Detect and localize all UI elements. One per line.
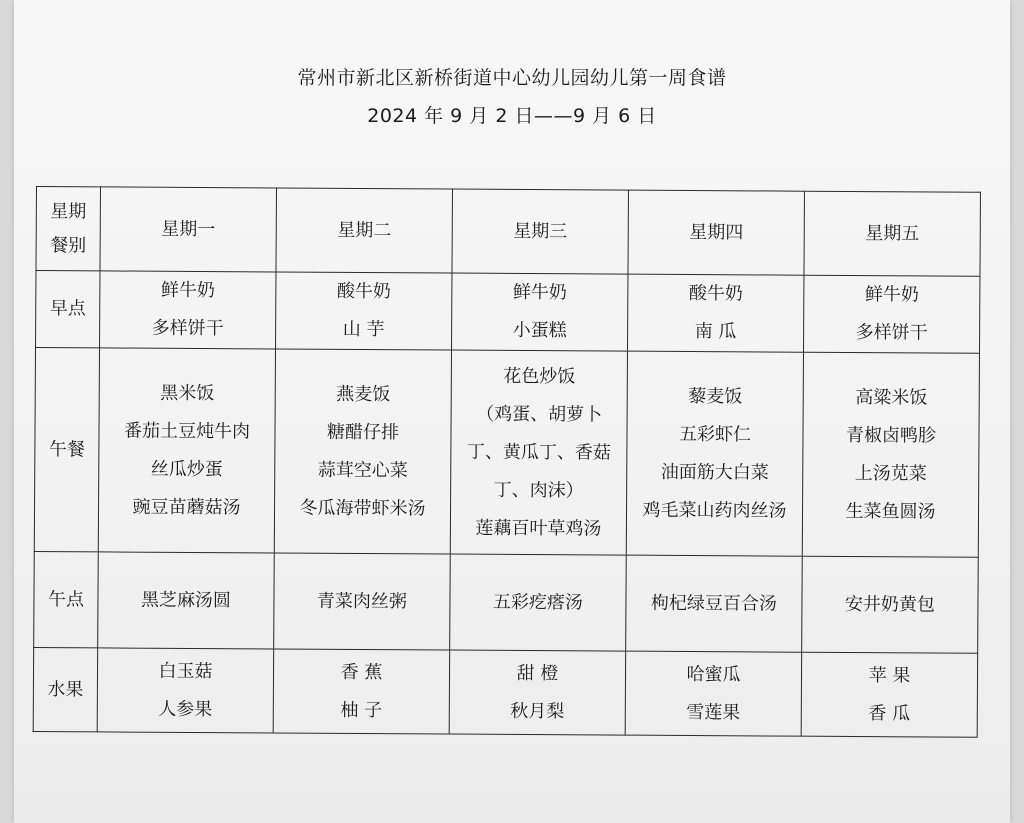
dish: 蒜茸空心菜 bbox=[317, 459, 408, 481]
dish: 酸牛奶 bbox=[688, 282, 743, 305]
dish: 山 芋 bbox=[342, 318, 385, 341]
menu-cell bbox=[274, 553, 451, 650]
day-header: 星期一 bbox=[100, 187, 277, 272]
menu-cell bbox=[625, 651, 802, 736]
meal-label: 水果 bbox=[33, 647, 98, 731]
dish: 酸牛奶 bbox=[336, 280, 391, 303]
dish: 青椒卤鸭胗 bbox=[845, 424, 937, 447]
dish: （鸡蛋、胡萝卜 bbox=[476, 403, 603, 425]
menu-cell bbox=[802, 556, 979, 653]
dish: 鲜牛奶 bbox=[160, 279, 215, 302]
dish: 黑芝麻汤圆 bbox=[140, 589, 232, 611]
corner-weekday-label: 星期 bbox=[50, 200, 87, 222]
day-header: 星期二 bbox=[276, 188, 453, 273]
dish: 香 瓜 bbox=[868, 702, 911, 724]
dish: 鲜牛奶 bbox=[512, 281, 567, 304]
dish: 油面筋大白菜 bbox=[660, 461, 769, 483]
dish: 高粱米饭 bbox=[855, 386, 928, 408]
dish: 甜 橙 bbox=[516, 662, 559, 684]
day-header: 星期五 bbox=[804, 191, 981, 276]
dish: 秋月梨 bbox=[510, 700, 565, 722]
meal-row-breakfast bbox=[36, 271, 980, 354]
dish: 五彩疙瘩汤 bbox=[492, 591, 584, 613]
dish: 糖醋仔排 bbox=[326, 421, 400, 443]
corner-cell bbox=[36, 187, 101, 271]
meal-row-fruit bbox=[33, 647, 977, 737]
menu-cell bbox=[276, 272, 452, 350]
dish: 雪莲果 bbox=[686, 701, 741, 723]
meal-label: 午点 bbox=[34, 551, 99, 647]
dish: 枸杞绿豆百合汤 bbox=[650, 592, 778, 615]
menu-cell bbox=[452, 273, 628, 351]
menu-cell bbox=[273, 649, 450, 734]
dish: 哈蜜瓜 bbox=[686, 663, 741, 685]
menu-cell bbox=[803, 275, 979, 353]
document-title: 常州市新北区新桥街道中心幼儿园幼儿第一周食谱 bbox=[297, 67, 727, 89]
dish: 香 蕉 bbox=[340, 661, 383, 683]
corner-meal-label: 餐别 bbox=[50, 234, 87, 256]
dish: 白玉菇 bbox=[158, 660, 213, 682]
dish: 莲藕百叶草鸡汤 bbox=[475, 517, 602, 539]
dish: 藜麦饭 bbox=[688, 385, 743, 407]
header-row bbox=[36, 187, 980, 277]
menu-cell bbox=[97, 648, 274, 733]
dish: 人参果 bbox=[158, 698, 213, 720]
dish: 安井奶黄包 bbox=[844, 593, 936, 615]
menu-cell bbox=[98, 552, 275, 649]
menu-cell bbox=[100, 271, 276, 349]
menu-cell bbox=[450, 350, 627, 555]
meal-row-lunch bbox=[34, 348, 979, 558]
menu-cell bbox=[449, 650, 626, 735]
menu-cell bbox=[450, 554, 627, 651]
menu-cell bbox=[274, 349, 451, 554]
dish: 小蛋糕 bbox=[512, 319, 567, 342]
dish: 丝瓜炒蛋 bbox=[150, 458, 223, 480]
dish: 番茄土豆炖牛肉 bbox=[123, 420, 251, 442]
menu-cell bbox=[628, 274, 804, 352]
day-header: 星期四 bbox=[628, 190, 805, 275]
dish: 多样饼干 bbox=[151, 317, 224, 340]
dish: 青菜肉丝粥 bbox=[316, 590, 408, 612]
dish: 上汤苋菜 bbox=[854, 462, 927, 484]
menu-cell bbox=[626, 555, 803, 652]
dish: 五彩虾仁 bbox=[678, 423, 752, 445]
dish: 丁、肉沫） bbox=[493, 479, 584, 501]
dish: 南 瓜 bbox=[694, 321, 737, 343]
meal-row-afternoon-snack bbox=[34, 551, 979, 653]
meal-label: 早点 bbox=[36, 271, 100, 348]
dish: 多样饼干 bbox=[855, 322, 928, 344]
dish: 黑米饭 bbox=[160, 382, 215, 404]
dish: 生菜鱼圆汤 bbox=[845, 500, 936, 523]
dish: 丁、黄瓜丁、香菇 bbox=[466, 441, 611, 464]
meal-label: 午餐 bbox=[34, 348, 99, 552]
dish: 豌豆苗蘑菇汤 bbox=[132, 496, 241, 518]
menu-cell bbox=[801, 652, 978, 737]
dish: 鸡毛菜山药肉丝汤 bbox=[642, 499, 787, 522]
date-range: 2024 年 9 月 2 日——9 月 6 日 bbox=[367, 105, 657, 127]
menu-cell bbox=[98, 348, 275, 553]
dish: 鲜牛奶 bbox=[864, 284, 919, 306]
dish: 花色炒饭 bbox=[503, 365, 576, 387]
dish: 柚 子 bbox=[340, 699, 383, 721]
menu-table bbox=[33, 186, 981, 738]
dish: 冬瓜海带虾米汤 bbox=[299, 497, 426, 519]
day-header: 星期三 bbox=[452, 189, 629, 274]
dish: 苹 果 bbox=[868, 664, 911, 686]
dish: 燕麦饭 bbox=[336, 383, 391, 405]
menu-cell bbox=[626, 351, 803, 556]
menu-cell bbox=[802, 352, 979, 557]
